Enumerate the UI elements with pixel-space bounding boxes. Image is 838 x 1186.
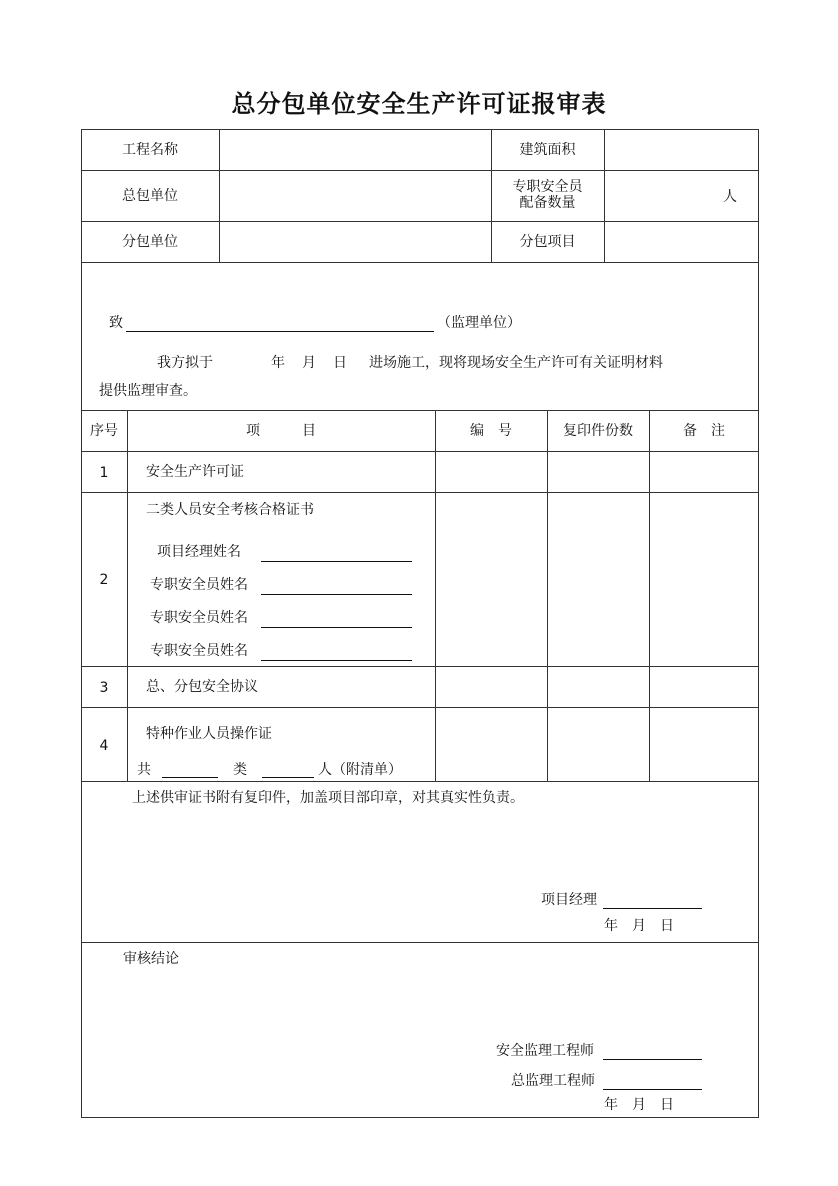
building-area-label: 建筑面积 — [519, 142, 576, 158]
letter-text: 进场施工，现将现场安全生产许可有关证明材料 — [369, 355, 663, 371]
page-title: 总分包单位安全生产许可证报审表 — [231, 89, 607, 118]
total-label: 共 — [137, 762, 151, 778]
col-remark: 备 注 — [683, 423, 725, 439]
review-date: 年 月 日 — [604, 1097, 674, 1113]
chief-engineer-signature-field[interactable] — [603, 1089, 702, 1090]
subcontractor-field[interactable] — [222, 224, 490, 261]
safety-officer-label: 专职安全员 — [512, 179, 583, 195]
divider — [81, 451, 759, 452]
divider — [81, 410, 759, 411]
item-no: 1 — [99, 465, 109, 481]
divider — [81, 666, 759, 667]
safety-officer-label-2: 配备数量 — [519, 195, 576, 211]
general-contractor-field[interactable] — [222, 173, 490, 219]
safety-officer-name-label: 专职安全员姓名 — [150, 577, 248, 593]
col-number: 编 号 — [470, 423, 512, 439]
letter-text: 提供监理审查。 — [99, 383, 197, 399]
category-count-field[interactable] — [162, 777, 218, 778]
item-name: 安全生产许可证 — [146, 464, 244, 480]
item-name: 二类人员安全考核合格证书 — [146, 502, 314, 518]
category-label: 类 — [233, 762, 247, 778]
general-contractor-label: 总包单位 — [122, 188, 178, 204]
person-label: 人（附清单） — [318, 762, 402, 778]
item-no: 2 — [99, 572, 109, 588]
divider — [604, 129, 605, 262]
building-area-field[interactable] — [606, 132, 756, 169]
supervisor-unit-label: （监理单位） — [437, 315, 521, 331]
year-label: 年 — [271, 355, 285, 371]
chief-engineer-label: 总监理工程师 — [511, 1073, 595, 1089]
divider — [649, 410, 650, 781]
declaration-text: 上述供审证书附有复印件，加盖项目部印章，对其真实性负责。 — [132, 790, 524, 806]
month-label: 月 — [302, 355, 316, 371]
item-no: 4 — [99, 738, 109, 754]
declaration-date: 年 月 日 — [604, 918, 674, 934]
subcontractor-label: 分包单位 — [122, 234, 178, 250]
safety-officer-name-field[interactable] — [261, 594, 412, 595]
project-name-label: 工程名称 — [122, 142, 178, 158]
pm-name-label: 项目经理姓名 — [157, 544, 241, 560]
divider — [435, 410, 436, 781]
divider — [81, 262, 759, 263]
divider — [127, 410, 128, 781]
col-no: 序号 — [90, 423, 118, 439]
item-no: 3 — [99, 680, 109, 696]
divider — [219, 129, 220, 262]
safety-officer-name-label: 专职安全员姓名 — [150, 610, 248, 626]
divider — [81, 707, 759, 708]
item-name: 特种作业人员操作证 — [146, 726, 272, 742]
divider — [547, 410, 548, 781]
pm-name-field[interactable] — [261, 561, 412, 562]
to-label: 致 — [109, 315, 123, 331]
safety-engineer-signature-field[interactable] — [603, 1059, 702, 1060]
col-copies: 复印件份数 — [563, 423, 633, 439]
safety-officer-name-label: 专职安全员姓名 — [150, 643, 248, 659]
divider — [81, 942, 759, 943]
pm-signature-label: 项目经理 — [541, 892, 597, 908]
review-conclusion-label: 审核结论 — [123, 951, 179, 967]
item-name: 总、分包安全协议 — [146, 679, 258, 695]
project-name-field[interactable] — [222, 132, 490, 169]
letter-text: 我方拟于 — [157, 355, 213, 371]
divider — [81, 170, 759, 171]
divider — [81, 492, 759, 493]
divider — [81, 221, 759, 222]
supervisor-unit-field[interactable] — [126, 331, 434, 332]
day-label: 日 — [333, 355, 347, 371]
subcontract-item-field[interactable] — [606, 224, 756, 261]
safety-officer-name-field[interactable] — [261, 627, 412, 628]
pm-signature-field[interactable] — [603, 908, 702, 909]
person-count-field[interactable] — [262, 777, 314, 778]
safety-officer-name-field[interactable] — [261, 660, 412, 661]
subcontract-item-label: 分包项目 — [519, 234, 576, 250]
safety-engineer-label: 安全监理工程师 — [496, 1043, 594, 1059]
col-item: 项 目 — [246, 423, 316, 439]
divider — [81, 781, 759, 782]
person-unit: 人 — [723, 189, 737, 205]
